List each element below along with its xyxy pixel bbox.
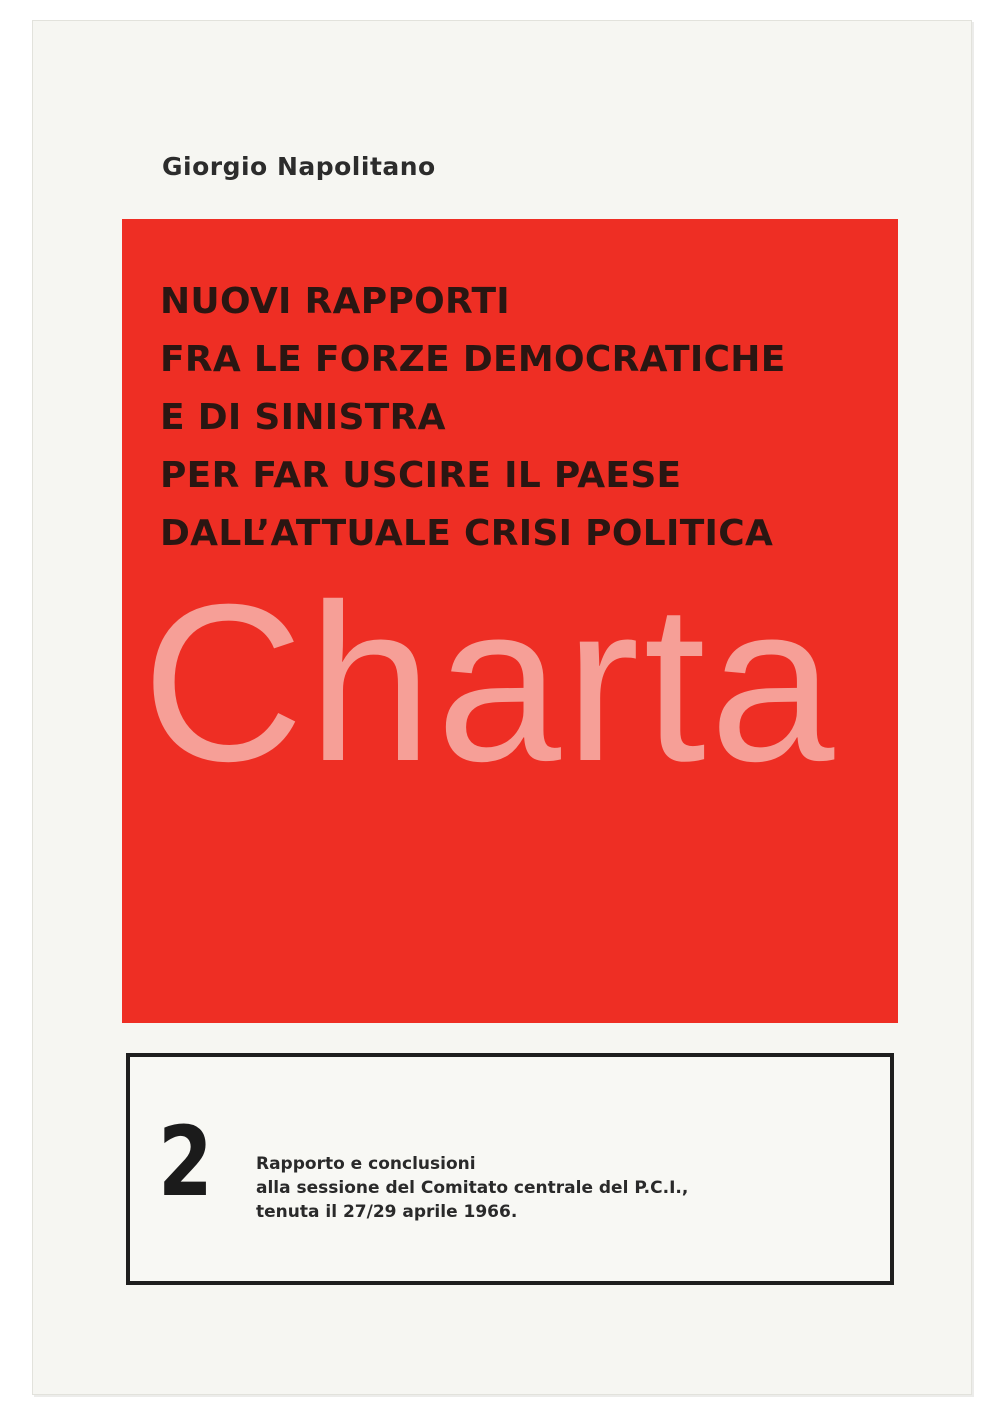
issue-number: 2 [158, 1106, 213, 1218]
subtitle-line: tenuta il 27/29 aprile 1966. [256, 1202, 518, 1222]
title-panel [122, 219, 898, 1023]
subtitle-line: Rapporto e conclusioni [256, 1154, 476, 1174]
watermark: Charta [142, 558, 839, 808]
subtitle-line: alla sessione del Comitato centrale del P.C.I., [256, 1178, 689, 1198]
subtitle [256, 1152, 688, 1224]
title-line: PER FAR USCIRE IL PAESE [160, 455, 682, 496]
book-title [160, 273, 786, 563]
issue-info-box [126, 1053, 894, 1285]
title-line: NUOVI RAPPORTI [160, 281, 510, 322]
title-line: DALL’ATTUALE CRISI POLITICA [160, 513, 774, 554]
author-name: Giorgio Napolitano [162, 152, 436, 181]
title-line: FRA LE FORZE DEMOCRATICHE [160, 339, 786, 380]
title-line: E DI SINISTRA [160, 397, 446, 438]
